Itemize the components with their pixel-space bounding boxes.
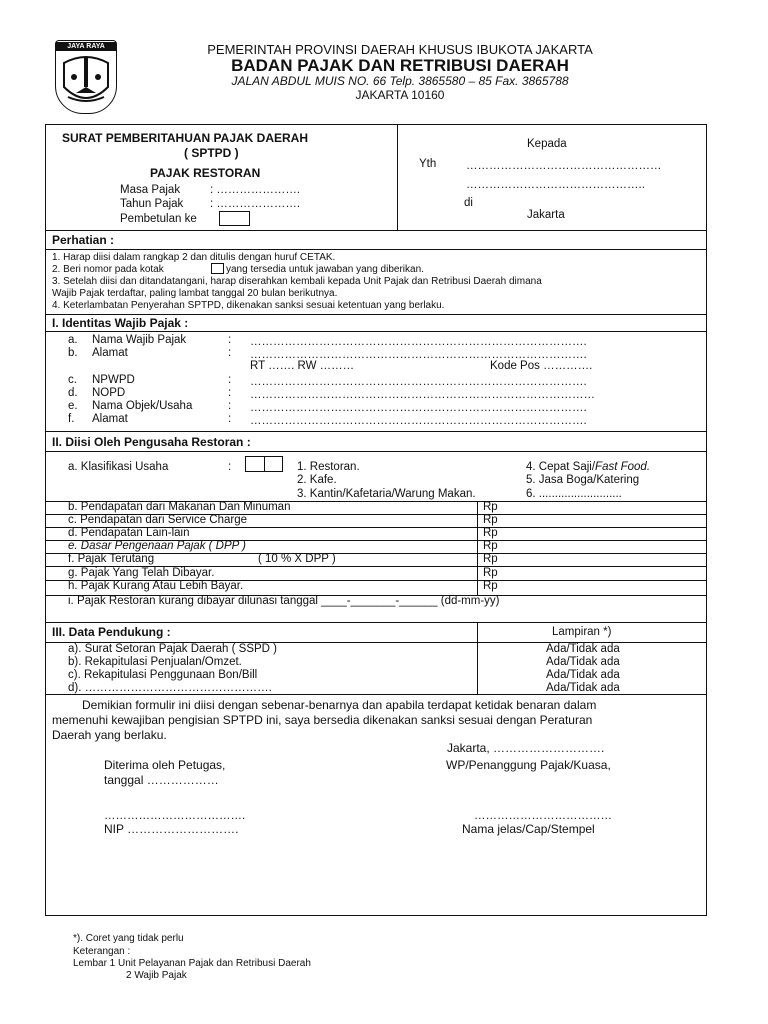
kepada-line-1[interactable]: ……………………………………………	[466, 160, 662, 172]
header-line4: JAKARTA 10160	[355, 88, 445, 102]
nama-jelas-label: Nama jelas/Cap/Stempel	[462, 822, 595, 836]
tanggal-field[interactable]: tanggal ………………	[104, 773, 219, 787]
form-title-2: ( SPTPD )	[184, 146, 239, 160]
perhatian-item: 1. Harap diisi dalam rangkap 2 dan ditulis dengan huruf CETAK.	[52, 252, 336, 263]
pengusaha-row-label: c. Pendapatan dari Service Charge	[68, 514, 247, 526]
di-label: di	[464, 197, 473, 209]
identitas-label: NOPD	[92, 387, 126, 399]
identitas-no: c.	[68, 374, 77, 386]
identitas-colon: :	[228, 347, 232, 359]
pengusaha-row-rp[interactable]: Rp	[483, 580, 498, 592]
pengusaha-title: II. Diisi Oleh Pengusaha Restoran :	[52, 435, 251, 449]
pendukung-status[interactable]: Ada/Tidak ada	[546, 682, 620, 694]
pendukung-label: b). Rekapitulasi Penjualan/Omzet.	[68, 656, 242, 668]
perhatian-item: 2. Beri nomor pada kotak	[52, 264, 164, 275]
pajak-terutang-rate: ( 10 % X DPP )	[258, 553, 336, 565]
pengusaha-row-label: h. Pajak Kurang Atau Lebih Bayar.	[68, 580, 244, 592]
identitas-label: NPWPD	[92, 374, 135, 386]
emblem-text: JAYA RAYA	[56, 42, 116, 51]
footer-note: *). Coret yang tidak perlu	[73, 933, 184, 944]
pengusaha-row-rp[interactable]: Rp	[483, 553, 498, 565]
option-fast-food-text: Fast Food.	[595, 461, 651, 473]
yth-label: Yth	[419, 158, 437, 170]
rt-rw-field[interactable]: RT ……. RW ………	[250, 360, 355, 372]
monas-icon	[56, 51, 116, 113]
pendukung-status[interactable]: Ada/Tidak ada	[546, 669, 620, 681]
pengusaha-row-label: g. Pajak Yang Telah Dibayar.	[68, 567, 215, 579]
option-kantin: 3. Kantin/Kafetaria/Warung Makan.	[297, 488, 476, 500]
kepada-line-2[interactable]: ………………………………………..	[466, 179, 645, 191]
pengusaha-row-rp[interactable]: Rp	[483, 514, 498, 526]
masa-pajak-field[interactable]: : ………………….	[210, 184, 301, 196]
pendukung-label[interactable]: d). ………………………………………….	[68, 682, 272, 694]
kepada-city: Jakarta	[527, 209, 565, 221]
kode-pos-field[interactable]: Kode Pos ………….	[490, 360, 593, 372]
klasifikasi-label: a. Klasifikasi Usaha	[68, 461, 169, 473]
identitas-no: e.	[68, 400, 78, 412]
header-line2: BADAN PAJAK DAN RETRIBUSI DAERAH	[231, 56, 569, 75]
tahun-pajak-label: Tahun Pajak	[120, 198, 184, 210]
identitas-no: a.	[68, 334, 78, 346]
nama-wajib-pajak-field[interactable]: …………………………………………………………………………….	[250, 336, 587, 348]
pendukung-title: III. Data Pendukung :	[52, 625, 171, 639]
pembetulan-box[interactable]	[219, 211, 250, 226]
diterima-label: Diterima oleh Petugas,	[104, 758, 226, 772]
perhatian-item: yang tersedia untuk jawaban yang diberikan.	[226, 264, 424, 275]
statement-line-3: Daerah yang berlaku.	[52, 728, 167, 742]
statement-line-1: Demikian formulir ini diisi dengan sebenar-benarnya dan apabila terdapat ketidak benaran dalam	[82, 698, 597, 712]
identitas-colon: :	[228, 374, 232, 386]
sample-box	[211, 263, 224, 274]
option-kafe: 2. Kafe.	[297, 474, 337, 486]
pendukung-label: a). Surat Setoran Pajak Daerah ( SSPD )	[68, 643, 278, 655]
option-jasa-boga: 5. Jasa Boga/Katering	[526, 474, 640, 486]
nip-field[interactable]: NIP ……………………….	[104, 822, 239, 836]
npwpd-field[interactable]: …………………………………………………………………………….	[250, 376, 587, 388]
footer-lembar-1: Lembar 1 Unit Pelayanan Pajak dan Retribusi Daerah	[73, 958, 311, 969]
pengusaha-row-label: f. Pajak Terutang	[68, 553, 155, 565]
pendukung-status[interactable]: Ada/Tidak ada	[546, 643, 620, 655]
perhatian-title: Perhatian :	[52, 233, 115, 247]
pengusaha-row-rp[interactable]: Rp	[483, 501, 498, 513]
identitas-no: b.	[68, 347, 78, 359]
pengusaha-row-label: d. Pendapatan Lain-lain	[68, 527, 190, 539]
identitas-label: Alamat	[92, 413, 128, 425]
identitas-colon: :	[228, 400, 232, 412]
kepada-label: Kepada	[527, 138, 567, 150]
pelunasan-row[interactable]: i. Pajak Restoran kurang dibayar dilunasi tanggal ____-_______-______ (dd-mm-yy)	[68, 595, 500, 607]
pengusaha-row-rp[interactable]: Rp	[483, 567, 498, 579]
identitas-no: d.	[68, 387, 78, 399]
pembetulan-label: Pembetulan ke	[120, 213, 197, 225]
form-title-1: SURAT PEMBERITAHUAN PAJAK DAERAH	[62, 131, 309, 145]
identitas-colon: :	[228, 387, 232, 399]
pengusaha-row-rp[interactable]: Rp	[483, 540, 498, 552]
emblem	[55, 40, 117, 114]
perhatian-item: Wajib Pajak terdaftar, paling lambat tanggal 20 bulan berikutnya.	[52, 288, 338, 299]
identitas-label: Nama Objek/Usaha	[92, 400, 193, 412]
identitas-colon: :	[228, 413, 232, 425]
identitas-no: f.	[68, 413, 75, 425]
option-restoran: 1. Restoran.	[297, 461, 360, 473]
alamat-objek-field[interactable]: …………………………………………………………………………….	[250, 415, 587, 427]
option-cepat-saji-text: 4. Cepat Saji/	[526, 461, 596, 473]
lampiran-header: Lampiran *)	[552, 626, 612, 638]
footer-keterangan: Keterangan :	[73, 946, 131, 957]
identitas-label: Alamat	[92, 347, 128, 359]
pengusaha-row-rp[interactable]: Rp	[483, 527, 498, 539]
petugas-signature-field[interactable]: ……………………………….	[104, 810, 246, 822]
header-line3: JALAN ABDUL MUIS NO. 66 Telp. 3865580 – 85 Fax. 3865788	[231, 74, 569, 88]
footer-lembar-2: 2 Wajib Pajak	[126, 970, 187, 981]
identitas-label: Nama Wajib Pajak	[92, 334, 187, 346]
pendukung-status[interactable]: Ada/Tidak ada	[546, 656, 620, 668]
header-line1: PEMERINTAH PROVINSI DAERAH KHUSUS IBUKOTA JAKARTA	[207, 42, 593, 57]
pengusaha-row-label: e. Dasar Pengenaan Pajak ( DPP )	[68, 540, 246, 552]
tahun-pajak-field[interactable]: : ………………….	[210, 198, 301, 210]
identitas-title: I. Identitas Wajib Pajak :	[52, 316, 189, 330]
pendukung-label: c). Rekapitulasi Penggunaan Bon/Bill	[68, 669, 258, 681]
option-cepat-saji	[526, 461, 650, 474]
statement-line-2: memenuhi kewajiban pengisian SPTPD ini, saya bersedia dikenakan sanksi sesuai dengan Peraturan	[52, 713, 593, 727]
nama-objek-field[interactable]: …………………………………………………………………………….	[250, 402, 587, 414]
masa-pajak-label: Masa Pajak	[120, 184, 181, 196]
form-title-3: PAJAK RESTORAN	[150, 166, 261, 180]
jakarta-date-field[interactable]: Jakarta, ……………………….	[447, 741, 605, 755]
alamat-field[interactable]: …………………………………………………………………………….	[250, 349, 587, 361]
identitas-colon: :	[228, 334, 232, 346]
klasifikasi-colon: :	[228, 461, 232, 473]
nopd-field[interactable]: ………………………………………………………………………………	[250, 389, 595, 401]
wp-signature-field[interactable]: ………………………………	[474, 810, 612, 822]
wp-label: WP/Penanggung Pajak/Kuasa,	[446, 758, 611, 772]
option-lainnya: 6. ..........................	[526, 488, 622, 500]
perhatian-item: 4. Keterlambatan Penyerahan SPTPD, dikenakan sanksi sesuai ketentuan yang berlaku.	[52, 300, 445, 311]
perhatian-item: 3. Setelah diisi dan ditandatangani, harap diserahkan kembali kepada Unit Pajak dan Retribusi Daerah dimana	[52, 276, 542, 287]
pengusaha-row-label: b. Pendapatan dari Makanan Dan Minuman	[68, 501, 291, 513]
